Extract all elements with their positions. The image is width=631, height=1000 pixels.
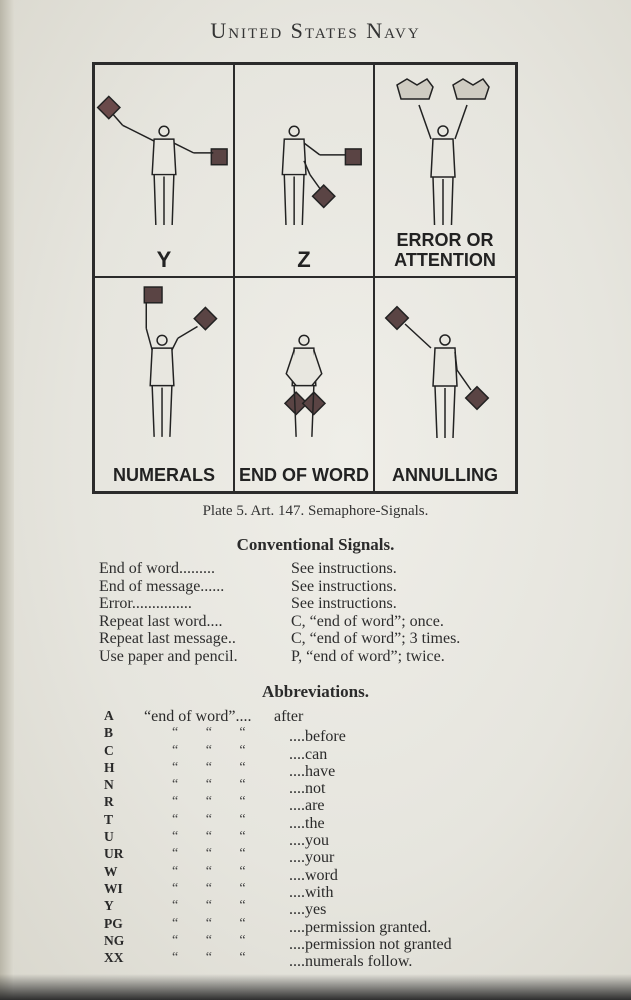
semaphore-figure-error-icon (375, 65, 515, 225)
semaphore-figure-numerals-icon (95, 278, 233, 438)
list-item (104, 863, 574, 884)
ditto-marks: “ “ “ (172, 829, 246, 845)
abbr-meaning: after (274, 708, 304, 725)
ditto-marks: “ “ “ (172, 794, 246, 810)
conventional-signals-title: Conventional Signals. (236, 535, 395, 554)
semaphore-cell-end-of-word (235, 278, 375, 491)
abbr-code: PG (104, 915, 123, 931)
ditto-marks: “ “ “ (172, 863, 246, 879)
cell-label-numerals: NUMERALS (113, 465, 215, 485)
abbr-meaning: ....permission not granted (289, 935, 452, 953)
list-item (104, 794, 574, 815)
list-item (99, 648, 559, 666)
abbr-meaning: ....have (289, 762, 336, 780)
abbr-code: C (104, 742, 114, 758)
signal-name: Use paper and pencil. (99, 647, 238, 665)
cell-label-error: ERROR OR ATTENTION (394, 230, 496, 270)
signal-meaning: C, “end of word”; once. (291, 612, 444, 630)
signal-name: Error............... (99, 595, 192, 612)
ditto-marks: “ “ “ (172, 880, 246, 896)
list-item (104, 829, 574, 850)
ditto-marks: “ “ “ (172, 777, 246, 793)
abbr-meaning: ....permission granted. (289, 918, 432, 936)
list-item (104, 846, 574, 867)
ditto-marks: “ “ “ (172, 846, 246, 862)
ditto-marks: “ “ “ (172, 725, 246, 741)
signal-meaning: See instructions. (291, 577, 397, 595)
list-item (99, 560, 559, 578)
list-item (104, 742, 574, 763)
abbr-meaning: ....you (289, 832, 329, 850)
abbr-code: A (104, 708, 114, 723)
list-item (99, 578, 559, 596)
ditto-marks: “ “ “ (172, 898, 246, 914)
signal-name: End of message...... (99, 577, 225, 595)
abbr-code: B (104, 725, 114, 741)
abbr-code: R (104, 794, 114, 810)
abbr-meaning: ....not (289, 780, 326, 798)
ditto-marks: “ “ “ (172, 950, 246, 966)
page-bottom-shadow (0, 974, 631, 1000)
list-item (104, 725, 574, 746)
abbr-meaning: ....yes (289, 901, 327, 919)
cell-label-y: Y (156, 247, 172, 272)
abbr-code: UR (104, 846, 124, 862)
list-item (99, 613, 559, 631)
conventional-signals-list (99, 560, 559, 665)
semaphore-figure-z-icon (235, 65, 373, 225)
cell-label-annulling: ANNULLING (392, 465, 498, 485)
abbr-meaning: ....the (289, 814, 325, 832)
abbr-code: U (104, 829, 114, 845)
list-item (104, 898, 574, 919)
signal-meaning: See instructions. (291, 560, 397, 577)
semaphore-plate (92, 62, 518, 494)
cell-label-z: Z (297, 247, 311, 272)
list-item (99, 595, 559, 613)
abbr-code: XX (104, 950, 124, 966)
list-item (104, 811, 574, 832)
ditto-marks: “ “ “ (172, 811, 246, 827)
semaphore-figure-y-icon (95, 65, 233, 225)
list-item (104, 950, 574, 971)
semaphore-cell-error (375, 65, 515, 278)
abbr-meaning: ....before (289, 728, 346, 746)
list-item (104, 708, 574, 725)
signal-meaning: P, “end of word”; twice. (291, 647, 445, 665)
abbr-meaning: ....can (289, 745, 328, 763)
abbr-reference: “end of word”.... (144, 708, 252, 725)
abbr-code: T (104, 811, 114, 827)
signal-name: Repeat last word.... (99, 612, 223, 630)
list-item (104, 759, 574, 780)
signal-name: Repeat last message.. (99, 630, 236, 647)
abbr-code: N (104, 777, 114, 793)
semaphore-cell-numerals (95, 278, 235, 491)
abbr-code: NG (104, 932, 125, 948)
page-header: United States Navy (210, 18, 421, 43)
abbr-meaning: ....your (289, 849, 335, 867)
list-item (99, 630, 559, 648)
abbr-code: W (104, 863, 118, 879)
semaphore-cell-z (235, 65, 375, 278)
ditto-marks: “ “ “ (172, 915, 246, 931)
ditto-marks: “ “ “ (172, 932, 246, 948)
abbreviations-list (104, 708, 574, 971)
abbreviations-title: Abbreviations. (262, 682, 369, 701)
semaphore-figure-annulling-icon (375, 278, 515, 438)
abbr-meaning: ....are (289, 797, 325, 815)
abbr-code: H (104, 759, 115, 775)
cell-label-end-of-word: END OF WORD (239, 465, 369, 485)
abbr-meaning: ....with (289, 883, 334, 901)
abbr-code: WI (104, 880, 123, 896)
abbr-meaning: ....word (289, 866, 338, 884)
list-item (104, 915, 574, 936)
ditto-marks: “ “ “ (172, 742, 246, 758)
signal-meaning: See instructions. (291, 595, 397, 612)
list-item (104, 932, 574, 953)
abbr-meaning: ....numerals follow. (289, 953, 413, 971)
abbr-code: Y (104, 898, 114, 914)
semaphore-cell-annulling (375, 278, 515, 491)
list-item (104, 880, 574, 901)
plate-caption: Plate 5. Art. 147. Semaphore-Signals. (202, 503, 429, 519)
list-item (104, 777, 574, 798)
semaphore-cell-y (95, 65, 235, 278)
signal-meaning: C, “end of word”; 3 times. (291, 630, 461, 647)
semaphore-figure-end-of-word-icon (235, 278, 373, 438)
ditto-marks: “ “ “ (172, 759, 246, 775)
page-edge (0, 0, 14, 1000)
signal-name: End of word......... (99, 560, 215, 577)
